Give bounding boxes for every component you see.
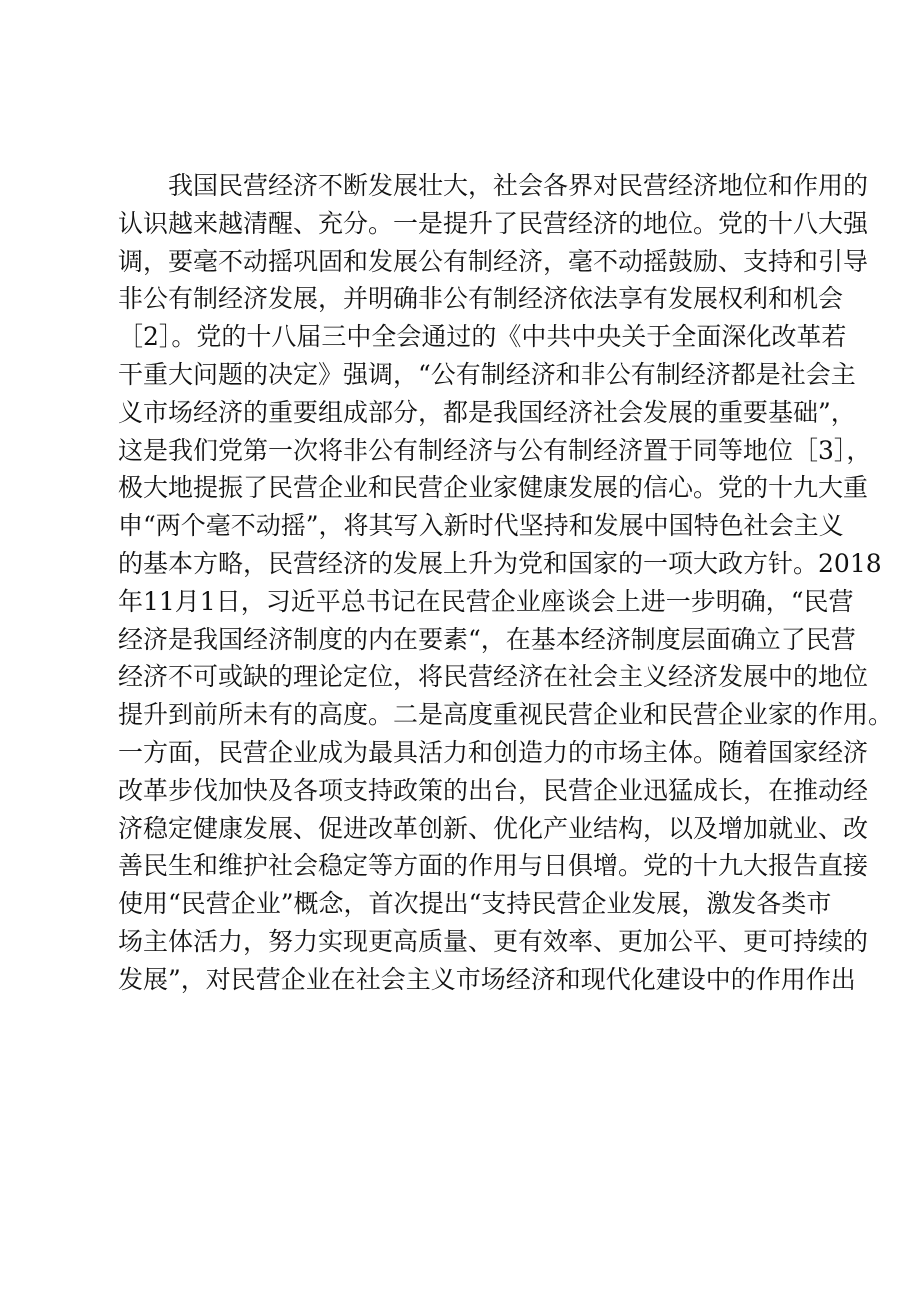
paragraph-line: 善民生和维护社会稳定等方面的作用与日俱增。党的十九大报告直接 xyxy=(118,851,869,881)
paragraph-line: 场主体活力，努力实现更高质量、更有效率、更加公平、更可持续的 xyxy=(118,926,869,956)
paragraph-line: 一方面，民营企业成为最具活力和创造力的市场主体。随着国家经济 xyxy=(118,737,869,767)
paragraph-line: ［2］。党的十八届三中全会通过的《中共中央关于全面深化改革若 xyxy=(118,322,847,352)
paragraph-line: 调，要毫不动摇巩固和发展公有制经济，毫不动摇鼓励、支持和引导 xyxy=(118,246,869,276)
paragraph-line: 极大地提振了民营企业和民营企业家健康发展的信心。党的十九大重 xyxy=(118,473,869,503)
paragraph-line: 认识越来越清醒、充分。一是提升了民营经济的地位。党的十八大强 xyxy=(118,208,869,238)
paragraph-line: 使用“民营企业”概念，首次提出“支持民营企业发展，激发各类市 xyxy=(118,889,832,919)
paragraph-line: 经济不可或缺的理论定位，将民营经济在社会主义经济发展中的地位 xyxy=(118,662,869,692)
paragraph-line: 年11月1日，习近平总书记在民营企业座谈会上进一步明确，“民营 xyxy=(118,586,854,616)
paragraph-line: 申“两个毫不动摇”，将其写入新时代坚持和发展中国特色社会主义 xyxy=(118,511,844,541)
paragraph-line: 经济是我国经济制度的内在要素“，在基本经济制度层面确立了民营 xyxy=(118,624,856,654)
paragraph-line: 改革步伐加快及各项支持政策的出台，民营企业迅猛成长，在推动经 xyxy=(118,775,869,805)
paragraph-line: 干重大问题的决定》强调，“公有制经济和非公有制经济都是社会主 xyxy=(118,359,856,389)
paragraph-line: 济稳定健康发展、促进改革创新、优化产业结构，以及增加就业、改 xyxy=(118,813,869,843)
paragraph-line: 我国民营经济不断发展壮大，社会各界对民营经济地位和作用的 xyxy=(168,171,869,200)
paragraph-line: 发展”，对民营企业在社会主义市场经济和现代化建设中的作用作出 xyxy=(118,964,856,994)
body-paragraph xyxy=(118,167,894,999)
paragraph-line: 这是我们党第一次将非公有制经济与公有制经济置于同等地位［3］， xyxy=(118,435,872,465)
paragraph-line: 义市场经济的重要组成部分，都是我国经济社会发展的重要基础”， xyxy=(118,397,856,427)
paragraph-line: 非公有制经济发展，并明确非公有制经济依法享有发展权利和机会 xyxy=(118,284,844,314)
paragraph-line: 提升到前所未有的高度。二是高度重视民营企业和民营企业家的作用。 xyxy=(118,700,894,730)
paragraph-line: 的基本方略，民营经济的发展上升为党和国家的一项大政方针。2018 xyxy=(118,548,882,578)
